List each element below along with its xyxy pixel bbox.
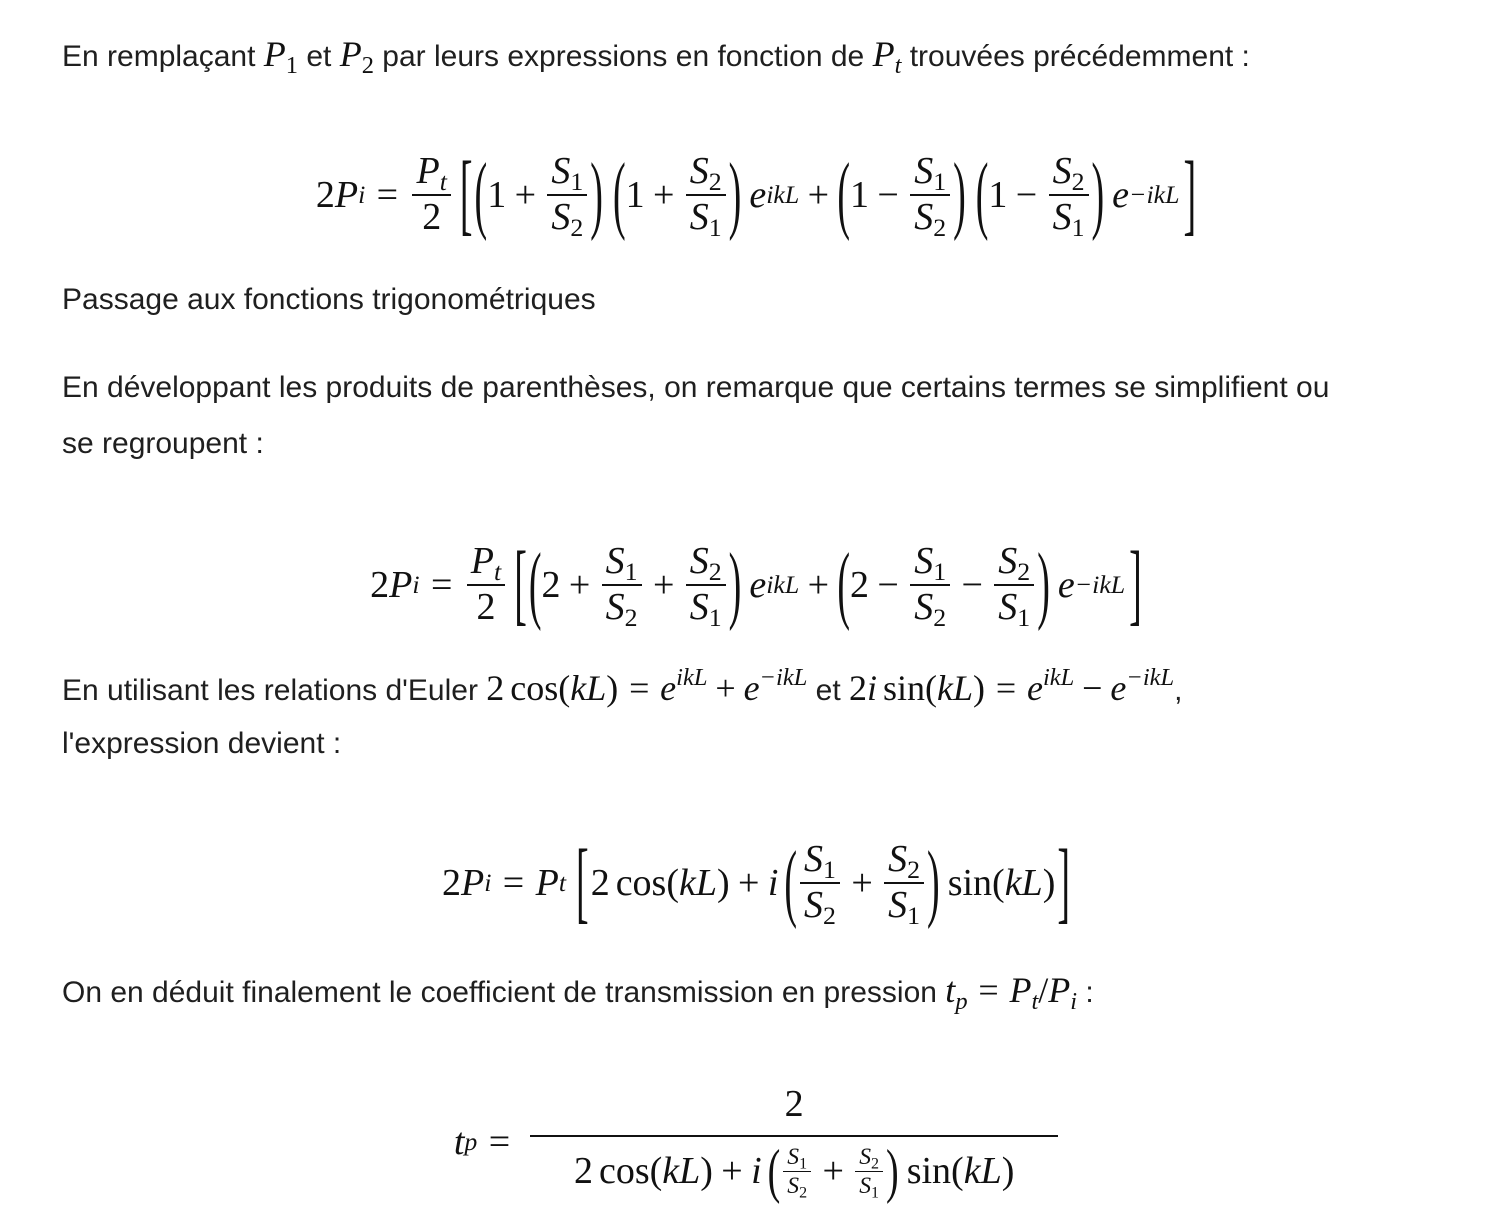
math-tp-def: $t_p = P_t/P_i$: [945, 970, 1078, 1015]
text-segment: On en déduit finalement le coefficient de transmission en pression: [62, 976, 946, 1009]
paragraph-intro: [62, 26, 1250, 85]
text-segment: se regroupent :: [62, 427, 264, 460]
text-segment: :: [1077, 976, 1094, 1009]
equation-3: 2 P i = P t [ 2 cos( kL ) + i ( $\frac{S_1}{S_2}$ + $\frac{S_2}{S_1}$ ) sin( kL ) ]: [442, 832, 1070, 934]
equation-4: t p = 2 2 cos( kL ) + i ( $\frac{S_1}{S_2}$ + $\frac{S_2}{S_1}$ ) sin( kL ): [0, 1072, 1512, 1212]
equation-2: 2 P i = $\frac{P_t}{2}$ [ ( 2 + $\frac{S_1}{S_2}$ + $\frac{S_2}{S_1}$ ) e ikL + ( 2 − $\frac{S_1}{S_2}$ − $\frac{S_2}{S_1}$ ) e −ikL ]: [370, 534, 1142, 636]
text-segment: par leurs expressions en fonction de: [373, 40, 873, 73]
text-segment: En utilisant les relations d'Euler: [62, 674, 487, 707]
heading-text: Passage aux fonctions trigonométriques: [62, 283, 596, 316]
math-euler-sin: 2i $\sin(kL) = e^{ikL} - e^{-ikL}$: [849, 663, 1175, 708]
text-segment: et: [298, 40, 340, 73]
math-P1: $P_1$: [263, 34, 299, 79]
text-segment: En développant les produits de parenthèses, on remarque que certains termes se simplifient ou: [62, 371, 1330, 404]
math-P2: $P_2$: [339, 34, 374, 79]
text-segment: trouvées précédemment :: [901, 40, 1250, 73]
text-segment: l'expression devient :: [62, 727, 342, 760]
paragraph-develop-line2: [62, 416, 264, 472]
equation-1: 2 P i = $\frac{P_t}{2}$ [ ( 1 + $\frac{S_1}{S_2}$ ) ( 1 + $\frac{S_2}{S_1}$ ) e ikL + ( 1 − $\frac{S_1}{S_2}$ ) ( 1 − $\frac{S_2}{S_1}$ ) e −ikL ]: [315, 144, 1197, 246]
paragraph-develop-line1: [62, 360, 1329, 416]
section-heading: [62, 272, 596, 328]
text-segment: En remplaçant: [62, 40, 264, 73]
paragraph-euler-line2: [62, 716, 341, 772]
text-segment: et: [807, 674, 850, 707]
math-euler-cos: 2 $\cos(kL) = e^{ikL} + e^{-ikL}$: [486, 663, 808, 708]
paragraph-conclusion: [62, 962, 1094, 1021]
math-Pt: $P_t$: [872, 34, 902, 79]
paragraph-euler-line1: [62, 660, 1182, 719]
text-segment: ,: [1174, 674, 1183, 707]
